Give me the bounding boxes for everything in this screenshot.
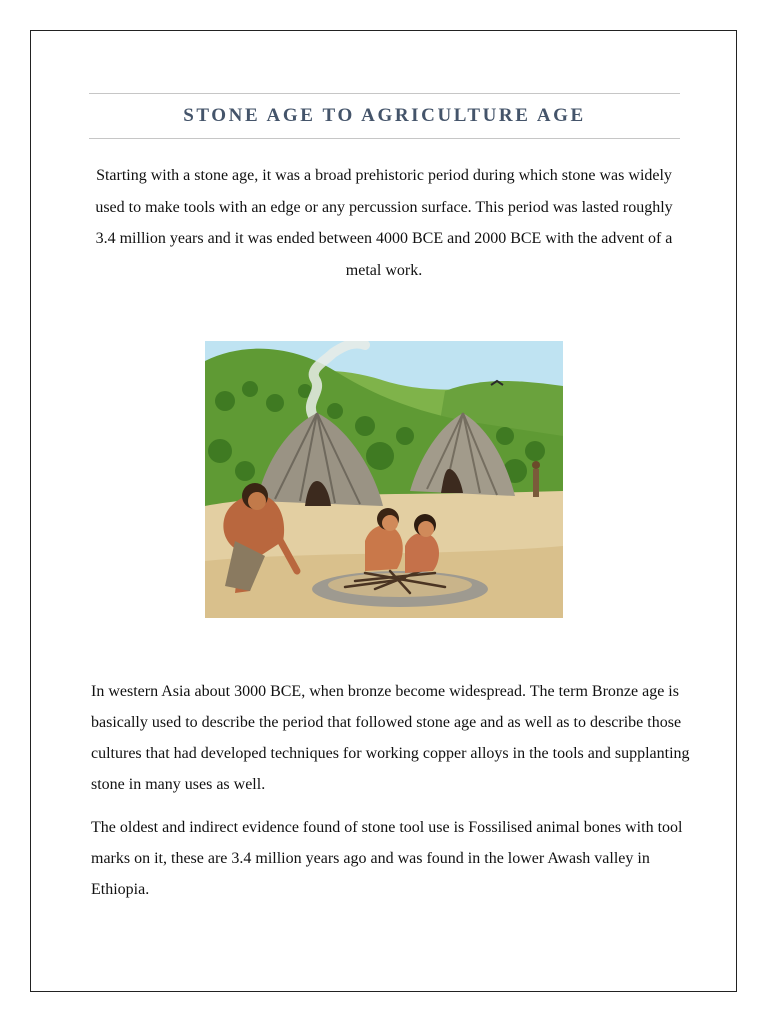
body-paragraph: In western Asia about 3000 BCE, when bronze become widespread. The term Bronze age is basically used to describe the period that followed stone age and as well as to describe those cultures that had developed techniques for working copper alloys in the tools and supplanting stone in many uses as well.: [91, 683, 690, 793]
intro-paragraph: Starting with a stone age, it was a broad prehistoric period during which stone was widely used to make tools with an edge or any percussion surface. This period was lasted roughly 3.4 million years and it was ended between 4000 BCE and 2000 BCE with the advent of a metal work.: [95, 167, 673, 279]
body-paragraph: The oldest and indirect evidence found of stone tool use is Fossilised animal bones with tool marks on it, these are 3.4 million years ago and was found in the lower Awash valley in Ethiopia.: [91, 819, 683, 898]
page-title: STONE AGE TO AGRICULTURE AGE: [183, 105, 586, 126]
stone-age-camp-illustration: [205, 341, 563, 618]
title-block: [89, 93, 680, 139]
